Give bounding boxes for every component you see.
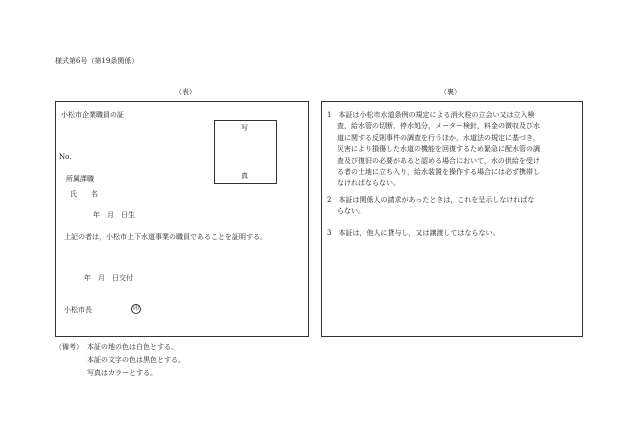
form-label: 様式第6号（第19条関係） <box>55 57 139 65</box>
name-label: 氏 名 <box>70 190 98 198</box>
back-item-line: 1 本証は小松市水道条例の規定による消火栓の立会い又は立入検 <box>327 111 535 119</box>
back-item-line: 3 本証は，他人に貸与し，又は譲渡してはならない。 <box>327 229 500 237</box>
back-item-line: らない。 <box>337 207 365 216</box>
remark-line: 本証の文字の色は黒色とする。 <box>87 356 185 364</box>
issue-date-label: 年 月 日交付 <box>84 274 133 282</box>
certify-text: 上記の者は，小松市上下水道事業の職員であることを証明する。 <box>64 233 267 241</box>
back-item-line: なければならない。 <box>337 179 400 188</box>
remark-line: 本証の地の色は白色とする。 <box>87 343 178 351</box>
back-item-line: 査，給水管の切断，停水処分，メーター検針，料金の徴収及び水 <box>337 122 540 131</box>
back-item-line: 査及び復旧の必要があると認める場合において，水の供給を受け <box>337 156 540 165</box>
front-header: （表） <box>175 88 196 96</box>
back-item-line: 2 本証は関係人の請求があったときは，これを呈示しなければな <box>327 196 535 204</box>
back-item-line: る者の土地に立ち入り，給水装置を操作する場合には必ず携帯し <box>337 168 540 176</box>
department-label: 所属課職 <box>66 175 94 183</box>
remarks-label: （備考） <box>55 343 83 351</box>
back-item-line: 道に関する反則事件の調査を行うほか，水道法の規定に基づき， <box>337 133 540 142</box>
back-item-line: 災害により損傷した水道の機能を回復するため緊急に配水管の調 <box>337 145 540 154</box>
remark-line: 写真はカラーとする。 <box>87 369 157 377</box>
mayor-label: 小松市長 <box>64 306 92 314</box>
card-title: 小松市企業職員の証 <box>61 111 124 119</box>
back-header: （裏） <box>440 88 461 96</box>
seal-mark: 印 <box>132 305 139 312</box>
photo-label-bottom: 真 <box>241 172 248 180</box>
photo-label-top: 写 <box>241 124 248 132</box>
number-label: No. <box>59 153 72 161</box>
birthdate-label: 年 月 日生 <box>93 211 135 219</box>
